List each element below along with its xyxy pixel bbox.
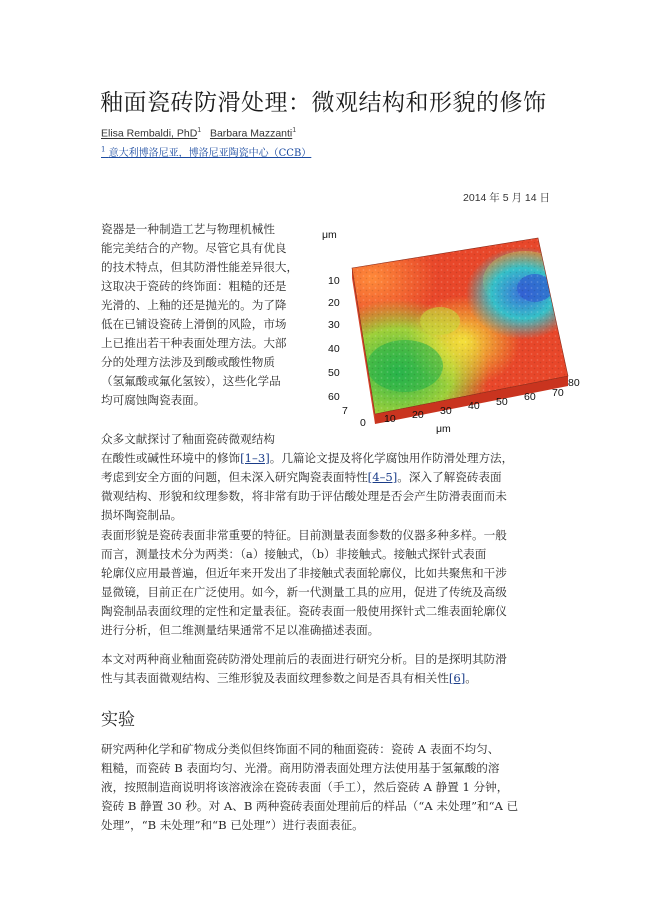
text-line: 轮廓仪应用最普遍，但近年来开发出了非接触式表面轮廓仪，比如共聚焦和干涉 [101, 566, 507, 580]
text-line: 处理”，“B 未处理”和“B 已处理”）进行表面表征。 [101, 818, 364, 832]
text-segment: 在酸性或碱性环境中的修饰 [101, 451, 241, 465]
text-line: 这取决于瓷砖的终饰面：粗糙的还是 [101, 279, 287, 293]
text-line: 均可腐蚀陶瓷表面。 [101, 393, 206, 407]
paragraph-topography [101, 526, 507, 640]
text-line: 瓷器是一种制造工艺与物理机械性 [101, 222, 275, 236]
text-line: 上已推出若干种表面处理方法。大部 [101, 336, 287, 350]
text-line: 低在已铺设瓷砖上滑倒的风险，市场 [101, 317, 287, 331]
x-tick-label: 40 [468, 400, 480, 412]
text-line [101, 669, 507, 688]
text-line: 能完美结合的产物。尽管它具有优良 [101, 241, 287, 255]
x-tick-label: 30 [440, 405, 452, 417]
intro-paragraph [101, 220, 298, 410]
author-sup: 1 [197, 127, 202, 134]
author-sup: 1 [292, 127, 297, 134]
text-line: 表面形貌是瓷砖表面非常重要的特征。目前测量表面参数的仪器多种多样。一般 [101, 528, 507, 542]
text-line: （氢氟酸或氟化氢铵），这些化学品 [101, 374, 281, 388]
x-tick-label: 0 [360, 417, 366, 429]
text-line: 光滑的、上釉的还是抛光的。为了降 [101, 298, 287, 312]
affiliation-sup: 1 [101, 145, 106, 154]
x-tick-label: 80 [568, 377, 580, 389]
text-line [101, 449, 513, 468]
paragraph-objective [101, 650, 507, 688]
author-list [101, 127, 296, 140]
text-line: 进行分析，但二维测量结果通常不足以准确描述表面。 [101, 623, 380, 637]
text-segment: 。几篇论文提及将化学腐蚀用作防滑处理方法， [269, 451, 514, 465]
author-link[interactable]: Elisa Rembaldi, PhD [101, 127, 198, 140]
paragraph-experiment [101, 740, 518, 835]
x-tick-label: 50 [496, 396, 508, 408]
citation-link[interactable]: [1–3] [240, 451, 270, 465]
surface-topography-figure [320, 226, 580, 436]
section-heading-experiment: 实验 [101, 710, 135, 730]
text-line: 粗糙，而瓷砖 B 表面均匀、光滑。商用防滑表面处理方法使用基于氢氟酸的溶 [101, 761, 500, 775]
text-line: 分的处理方法涉及到酸或酸性物质 [101, 355, 275, 369]
text-line: 显微镜，目前正在广泛使用。如今，新一代测量工具的应用，促进了传统及高级 [101, 585, 507, 599]
y-tick-label: 40 [328, 343, 340, 355]
x-tick-label: 20 [412, 409, 424, 421]
text-line [101, 468, 513, 487]
text-line: 损坏陶瓷制品。 [101, 508, 183, 522]
topography-3d-plot [320, 226, 580, 436]
text-line: 本文对两种商业釉面瓷砖防滑处理前后的表面进行研究分析。目的是探明其防滑 [101, 652, 507, 666]
text-line: 液，按照制造商说明将该溶液涂在瓷砖表面（手工），然后瓷砖 A 静置 1 分钟， [101, 780, 509, 794]
y-axis-unit: μm [322, 229, 337, 241]
y-tick-label: 50 [328, 367, 340, 379]
author-link[interactable]: Barbara Mazzanti [209, 127, 293, 140]
y-tick-label: 10 [328, 275, 340, 287]
text-segment: 。 [465, 671, 477, 685]
text-line: 而言，测量技术分为两类：（a）接触式，（b）非接触式。接触式探针式表面 [101, 547, 487, 561]
x-tick-label: 60 [524, 391, 536, 403]
page-title: 釉面瓷砖防滑处理：微观结构和形貌的修饰 [100, 90, 547, 116]
x-axis-unit: μm [436, 423, 451, 435]
citation-link[interactable]: [4–5] [367, 470, 398, 484]
text-line: 研究两种化学和矿物成分类似但终饰面不同的釉面瓷砖：瓷砖 A 表面不均匀、 [101, 742, 500, 756]
y-tick-label: 20 [328, 297, 340, 309]
publication-date: 2014 年 5 月 14 日 [463, 192, 550, 204]
y-tick-label: 60 [328, 391, 340, 403]
text-segment: 。深入了解瓷砖表面 [397, 470, 502, 484]
x-tick-label: 10 [384, 413, 396, 425]
x-tick-label: 7 [342, 405, 348, 417]
text-segment: 性与其表面微观结构、三维形貌及表面纹理参数之间是否具有相关性 [101, 671, 449, 685]
text-segment: 考虑到安全方面的问题，但未深入研究陶瓷表面特性 [101, 470, 368, 484]
y-tick-label: 30 [328, 319, 340, 331]
affiliation-text: 意大利博洛尼亚，博洛尼亚陶瓷中心（CCB） [108, 148, 312, 159]
citation-link[interactable]: [6] [448, 671, 466, 685]
text-line: 瓷砖 B 静置 30 秒。对 A、B 两种瓷砖表面处理前后的样品（“A 未处理”和“A 已 [101, 799, 519, 813]
affiliation[interactable] [101, 144, 311, 159]
x-tick-label: 70 [552, 387, 564, 399]
text-line: 众多文献探讨了釉面瓷砖微观结构 [101, 432, 275, 446]
text-line: 的技术特点，但其防滑性能差异很大， [101, 260, 299, 274]
text-line: 微观结构、形貌和纹理参数，将非常有助于评估酸处理是否会产生防滑表面而未 [101, 489, 507, 503]
paragraph-literature [101, 430, 513, 525]
text-line: 陶瓷制品表面纹理的定性和定量表征。瓷砖表面一般使用探针式二维表面轮廓仪 [101, 604, 507, 618]
